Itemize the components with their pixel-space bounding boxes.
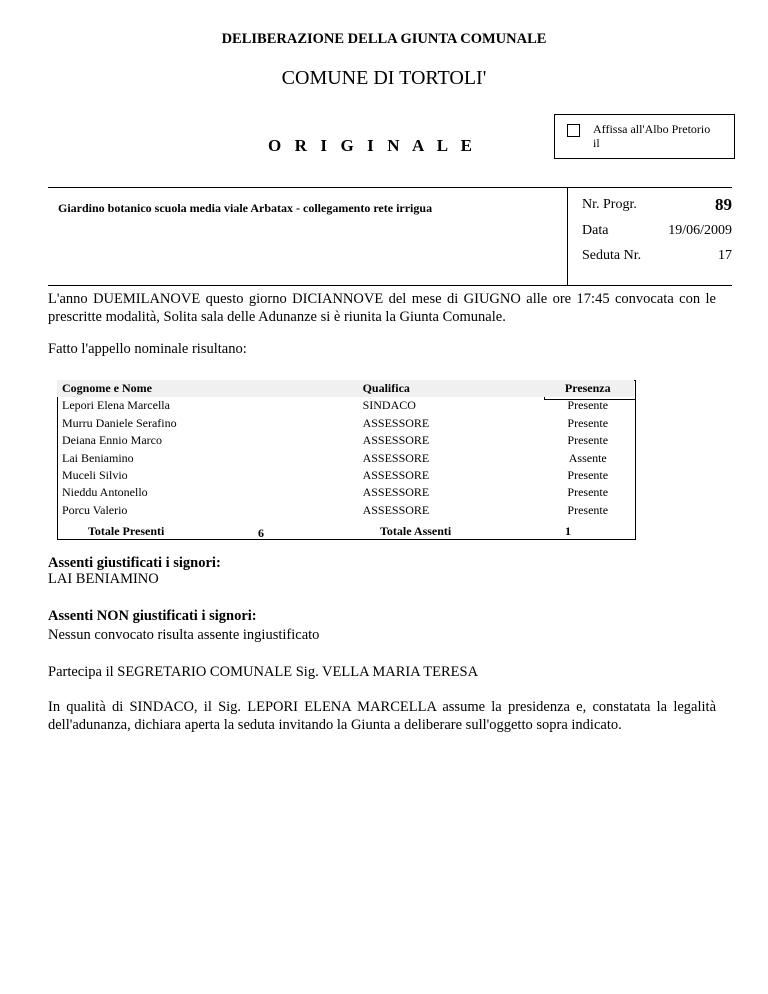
cell-nome: Muceli Silvio: [62, 468, 128, 483]
nr-progr-value: 89: [715, 195, 732, 214]
table-header-row: [57, 380, 634, 397]
cell-qualifica: ASSESSORE: [362, 502, 430, 517]
table-row: [57, 502, 634, 519]
document-type: O R I G I N A L E: [268, 136, 477, 155]
meta-divider: [567, 187, 568, 285]
header-nome: Cognome e Nome: [57, 380, 358, 397]
data-value: 19/06/2009: [668, 223, 732, 238]
cell-qualifica: ASSESSORE: [362, 433, 430, 448]
segretario-text: Partecipa il SEGRETARIO COMUNALE Sig. VELLA MARIA TERESA: [48, 664, 479, 680]
cell-qualifica: ASSESSORE: [362, 485, 430, 500]
subject-bottom-rule: [48, 285, 732, 286]
seduta-value: 17: [718, 248, 732, 263]
cell-presenza: Presente: [567, 398, 609, 413]
totale-assenti-label: Totale Assenti: [380, 524, 452, 538]
seduta-label: Seduta Nr.: [582, 248, 642, 263]
header-presenza: Presenza: [542, 380, 634, 397]
cell-nome: Deiana Ennio Marco: [62, 433, 162, 448]
cell-presenza: Presente: [567, 502, 609, 517]
cell-nome: Nieddu Antonello: [62, 485, 148, 500]
cell-presenza: Presente: [567, 468, 609, 483]
cell-presenza: Presente: [567, 485, 609, 500]
cell-presenza: Presente: [567, 433, 609, 448]
assenti-non-giustificati-title: Assenti NON giustificati i signori:: [48, 608, 257, 624]
comune-name: COMUNE DI TORTOLI': [281, 67, 487, 89]
appello-text: Fatto l'appello nominale risultano:: [48, 341, 247, 357]
cell-nome: Murru Daniele Serafino: [62, 415, 177, 430]
table-row: [57, 415, 634, 432]
cell-nome: Lai Beniamino: [62, 450, 134, 465]
intro-paragraph: L'anno DUEMILANOVE questo giorno DICIANNOVE del mese di GIUGNO alle ore 17:45 convocata con le prescritte modalità, Solita sala delle Adunanze si è riunita la Giunta Comunale.: [48, 291, 716, 325]
table-row: [57, 432, 634, 449]
document-title: DELIBERAZIONE DELLA GIUNTA COMUNALE: [221, 31, 547, 47]
albo-line-2: il: [593, 136, 600, 150]
table-row: [57, 484, 634, 501]
presidenza-paragraph: In qualità di SINDACO, il Sig. LEPORI ELENA MARCELLA assume la presidenza e, constatata la legalità dell'adunanza, dichiara aperta la seduta invitando la Giunta a deliberare sull'oggetto sopra indicato.: [48, 699, 716, 733]
nr-progr-label: Nr. Progr.: [582, 197, 637, 212]
albo-pretorio-box: [554, 114, 735, 159]
cell-qualifica: ASSESSORE: [362, 450, 430, 465]
cell-qualifica: SINDACO: [362, 398, 416, 413]
totale-presenti-value: 6: [258, 526, 264, 540]
subject-text: Giardino botanico scuola media viale Arbatax - collegamento rete irrigua: [58, 201, 433, 215]
assenti-non-giustificati-text: Nessun convocato risulta assente ingiustificato: [48, 627, 320, 643]
cell-nome: Lepori Elena Marcella: [62, 398, 170, 413]
cell-nome: Porcu Valerio: [62, 502, 128, 517]
cell-qualifica: ASSESSORE: [362, 468, 430, 483]
attendance-table: [57, 380, 634, 519]
table-row: [57, 450, 634, 467]
albo-pretorio-label: [593, 122, 710, 150]
assenti-giustificati-title: Assenti giustificati i signori:: [48, 555, 221, 571]
table-row: [57, 397, 634, 414]
assenti-giustificati-text: LAI BENIAMINO: [48, 571, 159, 587]
totale-presenti-label: Totale Presenti: [88, 524, 165, 538]
albo-line-1: Affissa all'Albo Pretorio: [593, 122, 711, 136]
table-row: [57, 467, 634, 484]
subject-top-rule: [48, 187, 732, 188]
albo-checkbox[interactable]: [567, 124, 580, 137]
cell-presenza: Presente: [567, 415, 609, 430]
totale-assenti-value: 1: [565, 524, 571, 538]
cell-qualifica: ASSESSORE: [362, 415, 430, 430]
cell-presenza: Assente: [568, 450, 607, 465]
header-qualifica: Qualifica: [358, 380, 542, 397]
data-label: Data: [582, 223, 609, 238]
